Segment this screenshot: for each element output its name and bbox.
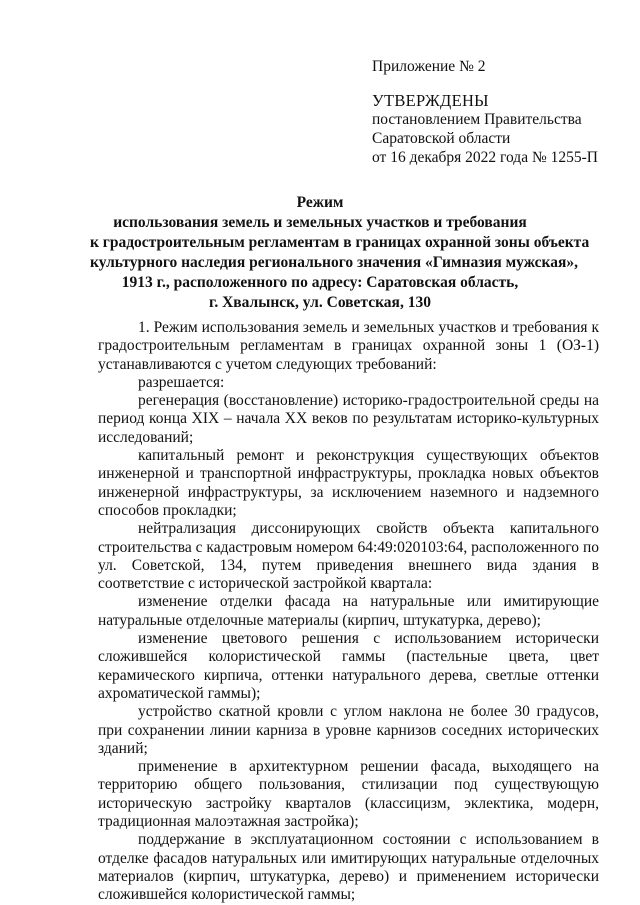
document-body — [98, 319, 599, 905]
approval-line: Саратовской области — [372, 130, 511, 147]
body-paragraph: устройство скатной кровли с углом наклона не более 30 градусов, при сохранении линии карниза в уровне карнизов соседних исторических зданий; — [98, 703, 599, 757]
title-line: культурного наследия регионального значения «Гимназия мужская», — [90, 254, 579, 271]
body-paragraph: нейтрализация диссонирующих свойств объекта капитального строительства с кадастровым номером 64:49:020103:64, расположенного по ул. Советской, 134, путем приведения внешнего вида здания в соответствие с исторической застройкой квартала: — [98, 520, 599, 593]
appendix-label: Приложение № 2 — [372, 58, 486, 75]
title-line: к градостроительным регламентам в границах охранной зоны объекта — [90, 234, 590, 251]
approval-line: от 16 декабря 2022 года № 1255-П — [372, 149, 598, 166]
approval-block — [372, 91, 598, 167]
body-paragraph: изменение цветового решения с использованием исторически сложившейся колористической гаммы (пастельные цвета, цвет керамического кирпича, оттенки натурального дерева, светлые оттенки ахроматической гаммы); — [98, 630, 599, 702]
body-paragraph: изменение отделки фасада на натуральные или имитирующие натуральные отделочные материалы (кирпич, штукатурка, дерево); — [98, 593, 599, 629]
body-paragraph: капитальный ремонт и реконструкция существующих объектов инженерной и транспортной инфраструктуры, прокладка новых объектов инженерной инфраструктуры, за исключением наземного и надземного способов прокладки; — [98, 447, 599, 519]
body-paragraph: разрешается: — [138, 373, 225, 391]
title-line: Режим — [296, 194, 344, 211]
body-paragraph: регенерация (восстановление) историко-градостроительной среды на период конца XIX – начала XX веков по результатам историко-культурных исследований; — [98, 392, 599, 446]
document-title — [90, 193, 590, 313]
body-paragraph: 1. Режим использования земель и земельных участков и требования к градостроительным регламентам в границах охранной зоны 1 (ОЗ-1) устанавливаются с учетом следующих требований: — [98, 319, 599, 373]
body-paragraph: поддержание в эксплуатационном состоянии с использованием в отделке фасадов натуральных или имитирующих натуральные отделочных материалов (кирпич, штукатурка, дерево) и применением исторически сложившейся колористической гаммы; — [98, 831, 599, 904]
body-paragraph: применение в архитектурном решении фасада, выходящего на территорию общего пользования, стилизации под существующую историческую застройку кварталов (классицизм, эклектика, модерн, традиционная малоэтажная застройка); — [98, 758, 599, 831]
title-line: г. Хвалынск, ул. Советская, 130 — [209, 294, 431, 311]
approval-heading: УТВЕРЖДЕНЫ — [372, 91, 489, 110]
approval-line: постановлением Правительства — [372, 111, 582, 128]
title-line: использования земель и земельных участков и требования — [113, 214, 527, 231]
title-line: 1913 г., расположенного по адресу: Саратовская область, — [121, 274, 519, 291]
